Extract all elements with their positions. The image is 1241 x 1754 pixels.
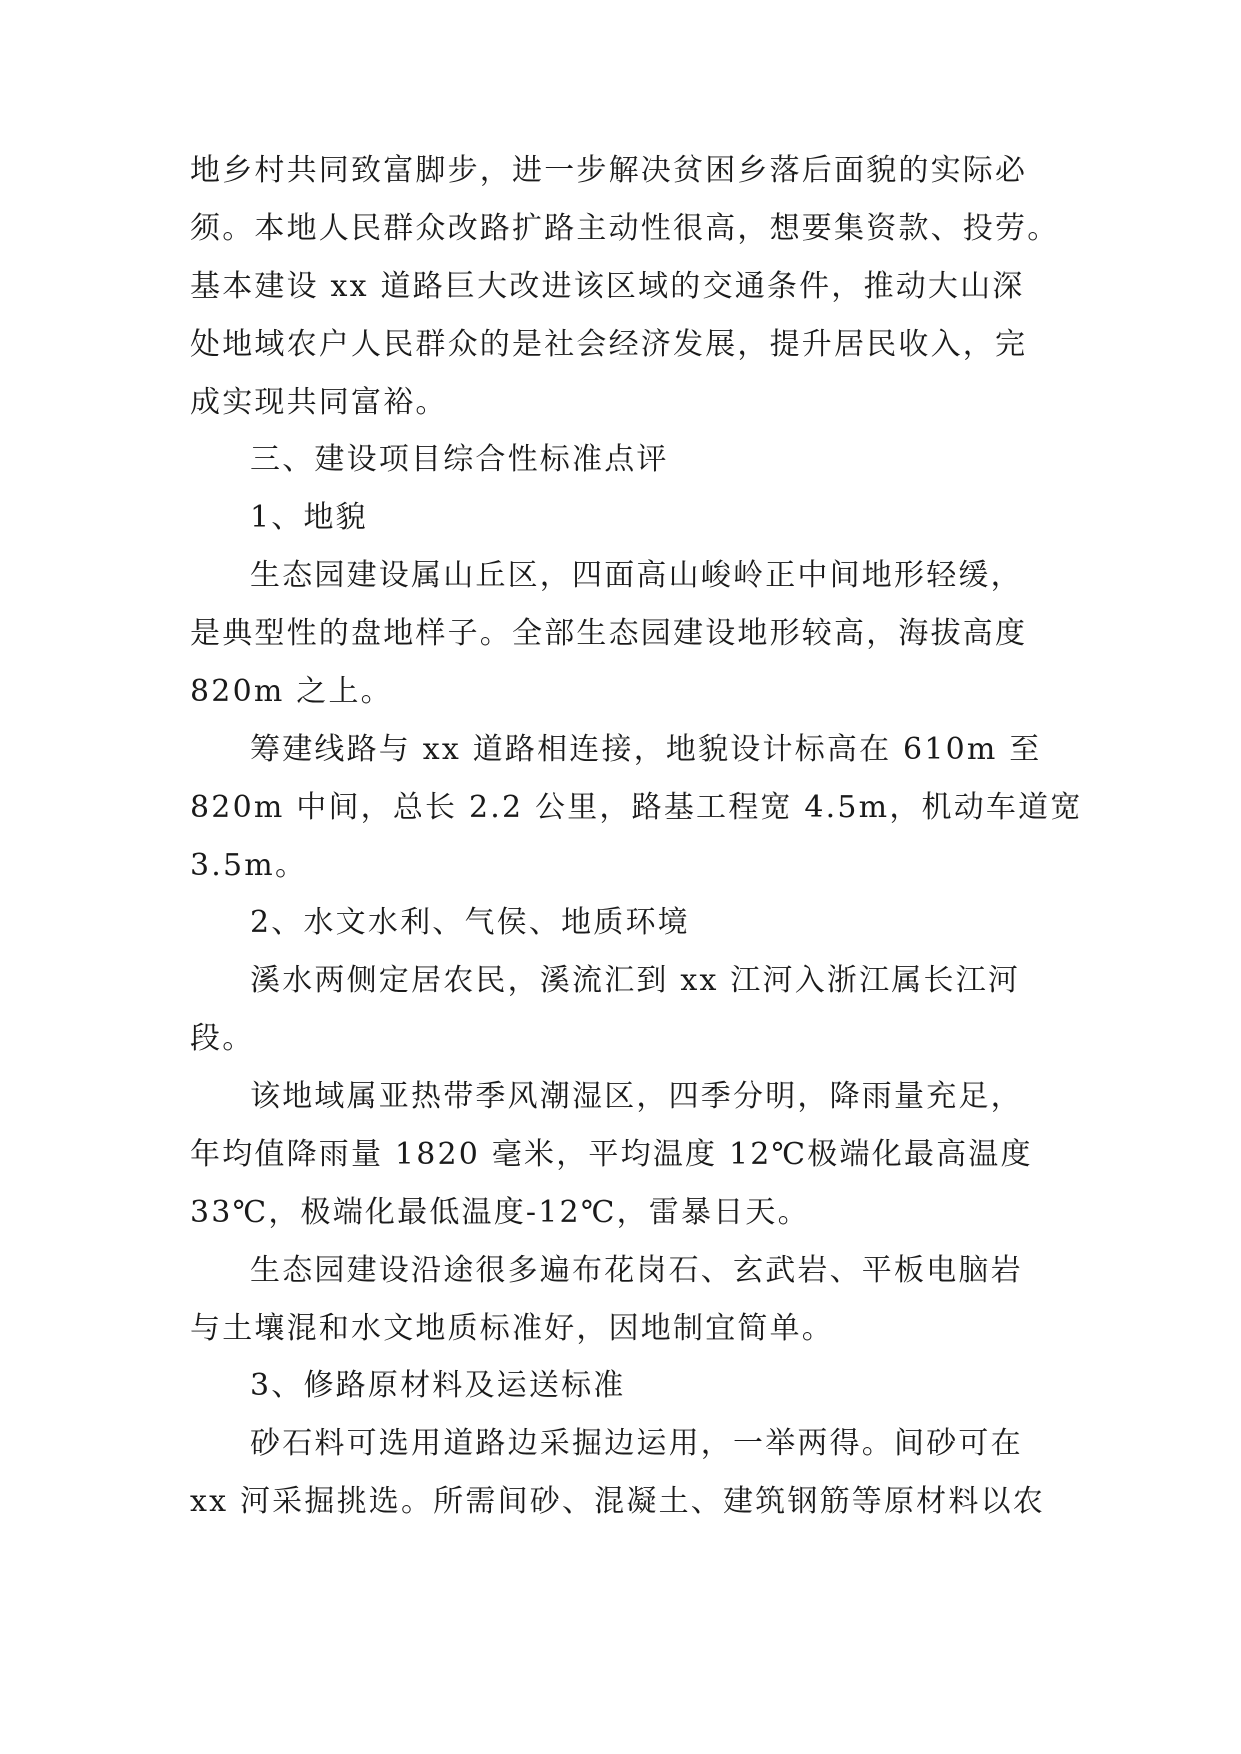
paragraph-line: 处地域农户人民群众的是社会经济发展，提升居民收入，完 bbox=[190, 327, 1028, 362]
paragraph-line: 是典型性的盘地样子。全部生态园建设地形较高，海拔高度 bbox=[190, 616, 1028, 651]
paragraph-line: 段。 bbox=[190, 1021, 255, 1056]
paragraph-line: 年均值降雨量 1820 毫米，平均温度 12℃极端化最高温度 bbox=[190, 1137, 1033, 1172]
paragraph-line: 生态园建设属山丘区，四面高山峻岭正中间地形轻缓， bbox=[250, 558, 1023, 593]
paragraph-line: 基本建设 xx 道路巨大改进该区域的交通条件，推动大山深 bbox=[190, 269, 1025, 304]
paragraph-line: 溪水两侧定居农民，溪流汇到 xx 江河入浙江属长江河 bbox=[250, 963, 1021, 998]
subsection-heading: 2、水文水利、气侯、地质环境 bbox=[250, 905, 690, 940]
paragraph-line: 该地域属亚热带季风潮湿区，四季分明，降雨量充足， bbox=[250, 1079, 1023, 1114]
paragraph-line: 成实现共同富裕。 bbox=[190, 385, 448, 420]
paragraph-line: 须。本地人民群众改路扩路主动性很高，想要集资款、投劳。 bbox=[190, 211, 1060, 246]
paragraph-line: 820m 中间，总长 2.2 公里，路基工程宽 4.5m，机动车道宽 bbox=[190, 790, 1083, 825]
subsection-heading: 3、修路原材料及运送标准 bbox=[250, 1368, 626, 1403]
paragraph-line: 33℃，极端化最低温度-12℃，雷暴日天。 bbox=[190, 1195, 810, 1230]
subsection-heading: 1、地貌 bbox=[250, 500, 368, 535]
paragraph-line: 生态园建设沿途很多遍布花岗石、玄武岩、平板电脑岩 bbox=[250, 1253, 1023, 1288]
paragraph-line: 筹建线路与 xx 道路相连接，地貌设计标高在 610m 至 bbox=[250, 732, 1042, 767]
paragraph-line: 与土壤混和水文地质标准好，因地制宜简单。 bbox=[190, 1311, 834, 1346]
paragraph-line: 地乡村共同致富脚步，进一步解决贫困乡落后面貌的实际必 bbox=[190, 153, 1028, 188]
section-heading: 三、建设项目综合性标准点评 bbox=[250, 442, 669, 477]
paragraph-line: 3.5m。 bbox=[190, 848, 308, 883]
paragraph-line: xx 河采掘挑选。所需间砂、混凝土、建筑钢筋等原材料以农 bbox=[190, 1484, 1045, 1519]
paragraph-line: 砂石料可选用道路边采掘边运用，一举两得。间砂可在 bbox=[250, 1426, 1023, 1461]
paragraph-line: 820m 之上。 bbox=[190, 674, 393, 709]
